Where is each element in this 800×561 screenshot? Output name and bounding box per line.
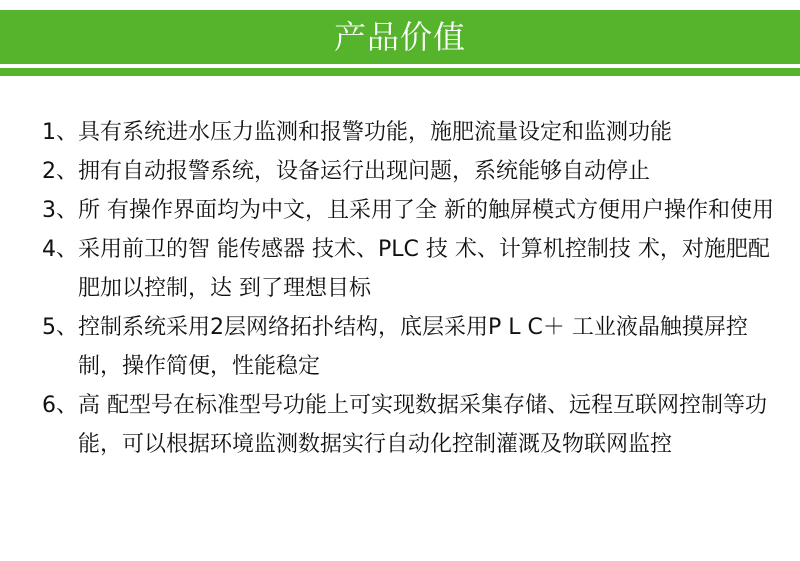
feature-text: 拥有自动报警系统，设备运行出现问题，系统能够自动停止	[78, 159, 651, 184]
feature-item-3	[42, 191, 778, 230]
feature-text: 高 配型号在标准型号功能上可实现数据采集存储、远程互联网控制等功能，可以根据环境监测数据实行自动化控制灌溉及物联网监控	[78, 393, 767, 457]
feature-number: 4、	[42, 237, 78, 262]
feature-number: 2、	[42, 159, 78, 184]
feature-number: 1、	[42, 120, 78, 145]
header-band	[0, 0, 800, 70]
feature-text: 控制系统采用2层网络拓扑结构，底层采用P L C＋ 工业液晶触摸屏控制，操作简便，性能稳定	[78, 315, 748, 379]
feature-item-4	[42, 230, 778, 308]
feature-item-6	[42, 386, 778, 464]
feature-text: 采用前卫的智 能传感器 技术、PLC 技 术、计算机控制技 术，对施肥配肥加以控制，达 到了理想目标	[78, 237, 770, 301]
feature-number: 3、	[42, 198, 78, 223]
feature-number: 5、	[42, 315, 78, 340]
feature-number: 6、	[42, 393, 78, 418]
feature-item-2	[42, 152, 778, 191]
feature-item-1	[42, 113, 778, 152]
feature-text: 具有系统进水压力监测和报警功能，施肥流量设定和监测功能	[78, 120, 673, 145]
header-underline	[0, 68, 800, 76]
feature-text: 所 有操作界面均为中文，且采用了全 新的触屏模式方便用户操作和使用	[78, 198, 774, 223]
feature-list	[42, 113, 778, 464]
feature-item-5	[42, 308, 778, 386]
page-title: 产品价值	[333, 18, 466, 56]
